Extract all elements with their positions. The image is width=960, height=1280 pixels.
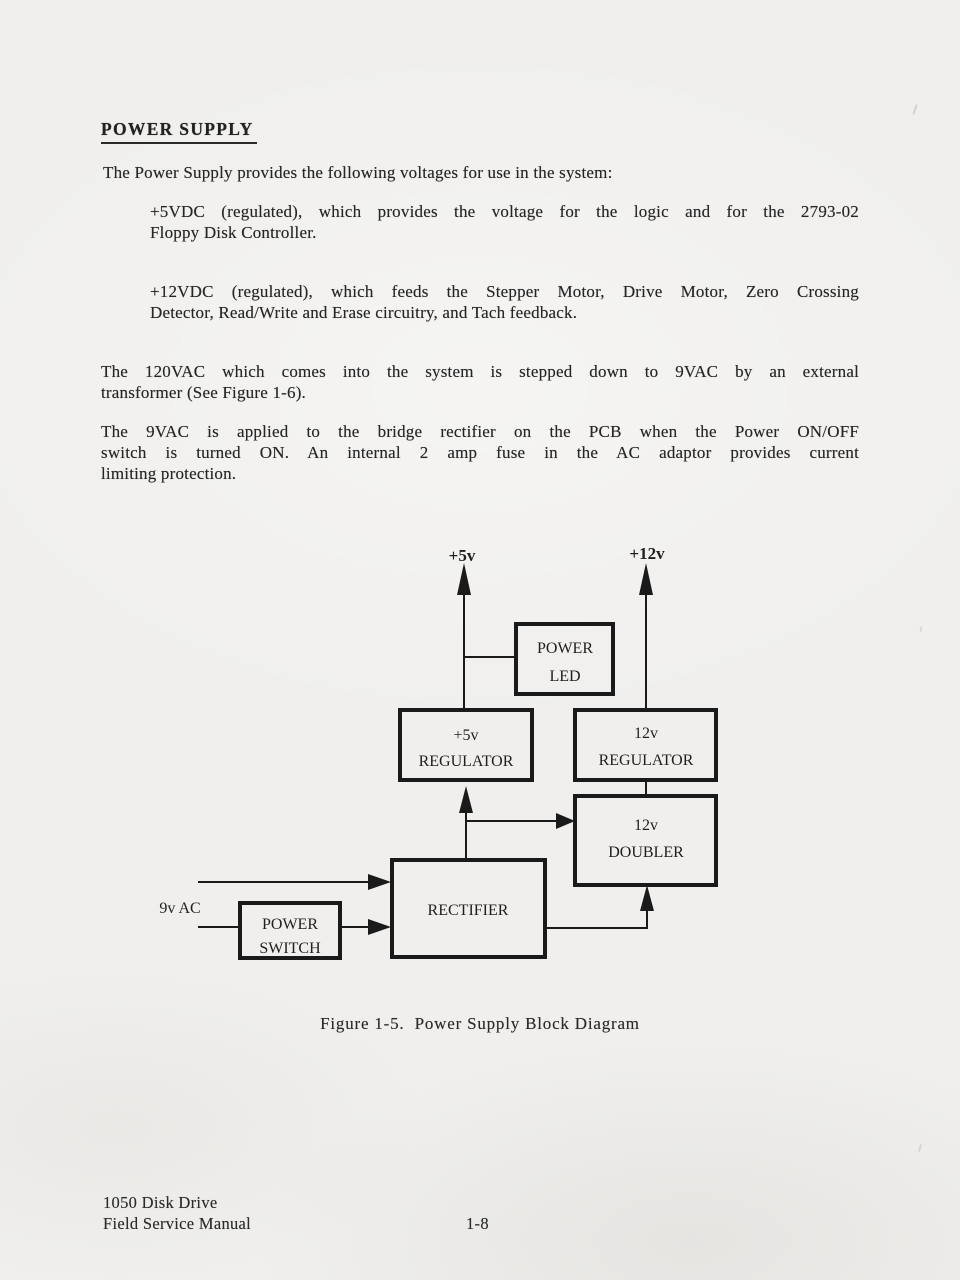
text-line: limiting protection. (101, 464, 237, 483)
power-led-label-line1: POWER (537, 640, 593, 657)
12v-regulator-label-line1: 12v (634, 725, 658, 742)
text-line: transformer (See Figure 1-6). (101, 383, 307, 402)
diagram-text (159, 544, 693, 957)
power-led-label-line2: LED (549, 668, 581, 685)
12v-doubler-label-line2: DOUBLER (608, 844, 684, 861)
power-switch-label-line1: POWER (262, 916, 318, 933)
diagram-arrowheads (368, 563, 654, 935)
text-line: The Power Supply provides the following voltages for use in the system: (103, 163, 613, 182)
text-line: The 120VAC which comes into the system is stepped down to 9VAC by an external (101, 362, 859, 381)
text-line: The 9VAC is applied to the bridge rectifier on the PCB when the Power ON/OFF (101, 422, 859, 441)
12v-doubler-label-line1: 12v (634, 817, 658, 834)
12v-regulator-box (575, 710, 716, 780)
footer-manual: Field Service Manual (103, 1214, 252, 1233)
section-heading: POWER SUPPLY (101, 119, 257, 144)
arrow-right-into-rectifier-top (368, 874, 391, 890)
text-line: switch is turned ON. An internal 2 amp fuse in the AC adaptor provides current (101, 443, 859, 462)
12v-doubler-box (575, 796, 716, 885)
page-number: 1-8 (466, 1214, 489, 1233)
footer-product: 1050 Disk Drive (103, 1193, 218, 1212)
figure-caption: Figure 1-5. Power Supply Block Diagram (320, 1014, 640, 1033)
text-line: Detector, Read/Write and Erase circuitry, and Tach feedback. (150, 303, 578, 322)
label-5v-rail: +5v (448, 546, 476, 565)
12v-regulator-label-line2: REGULATOR (598, 752, 694, 769)
text-line: +12VDC (regulated), which feeds the Stepper Motor, Drive Motor, Zero Crossing (150, 282, 859, 301)
text-line: +5VDC (regulated), which provides the voltage for the logic and for the 2793-02 (150, 202, 859, 221)
text-line: Floppy Disk Controller. (150, 223, 317, 242)
5v-regulator-label-line2: REGULATOR (418, 753, 514, 770)
rectifier-label: RECTIFIER (427, 902, 509, 919)
arrow-right-into-doubler (556, 813, 575, 829)
arrow-right-into-rectifier-bottom (368, 919, 391, 935)
arrow-up-into-doubler (640, 885, 654, 911)
arrow-up-5v-rail (457, 563, 471, 595)
label-9v-ac: 9v AC (159, 900, 201, 917)
5v-regulator-label-line1: +5v (453, 727, 479, 744)
arrow-up-12v-rail (639, 563, 653, 595)
power-switch-label-line2: SWITCH (259, 940, 321, 957)
arrow-up-into-5v-regulator (459, 786, 473, 813)
label-12v-rail: +12v (629, 544, 665, 563)
